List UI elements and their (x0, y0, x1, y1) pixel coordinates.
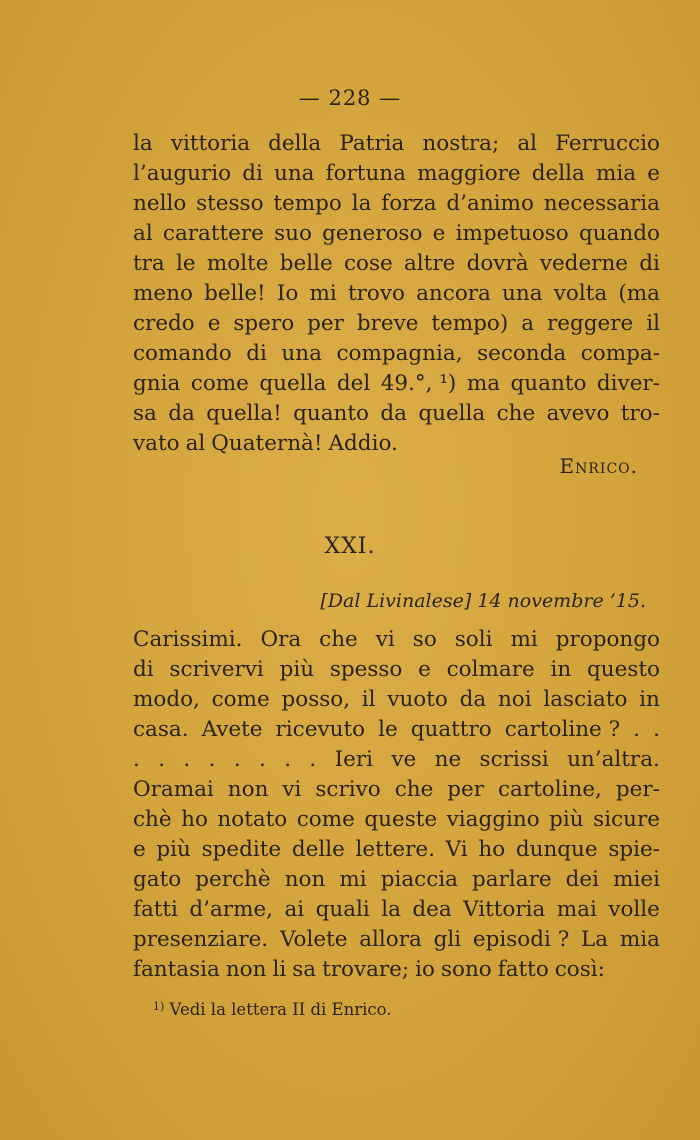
text-line (133, 369, 660, 399)
word: una (281, 341, 322, 366)
word: meno (133, 281, 193, 306)
word: come (296, 807, 355, 832)
word: gnia (133, 371, 181, 396)
word: episodi ? (472, 927, 570, 952)
word: d’animo (446, 191, 534, 216)
word: che (496, 401, 536, 426)
word: ai (284, 897, 305, 922)
text-line (133, 129, 660, 159)
word: d’arme, (189, 897, 274, 922)
word: . (133, 747, 140, 772)
word: piaccia (380, 867, 458, 892)
text-line (133, 625, 660, 655)
word: gato (133, 867, 182, 892)
footnote-marker: 1) (153, 1000, 165, 1013)
text-line (133, 219, 660, 249)
word: l’augurio (133, 161, 232, 186)
word: scrivo (315, 777, 381, 802)
word: . (284, 747, 292, 772)
word: viaggino (446, 807, 540, 832)
word: per (307, 311, 344, 336)
word: mia (595, 161, 637, 186)
word: vittoria (170, 131, 251, 156)
word: tempo) (431, 311, 509, 336)
word: La (581, 927, 609, 952)
word: Ora (260, 627, 302, 652)
word: da (380, 401, 407, 426)
word: lasciato (543, 687, 628, 712)
word: cose (343, 251, 393, 276)
text-line (133, 249, 660, 279)
word: e (432, 221, 446, 246)
word: Ferruccio (555, 131, 660, 156)
word: del (336, 371, 371, 396)
word: e (133, 837, 146, 862)
word: e (207, 311, 221, 336)
word: quali (315, 897, 370, 922)
word: belle (279, 251, 333, 276)
text-line (133, 279, 660, 309)
word: mi (510, 627, 538, 652)
word: . (259, 747, 266, 772)
text-line (133, 895, 660, 925)
word: credo (133, 311, 195, 336)
word: parlare (472, 867, 552, 892)
word: Carissimi. (133, 627, 243, 652)
word: li (272, 957, 287, 982)
word: dunque (515, 837, 598, 862)
word: scrissi (479, 747, 549, 772)
paragraph-letter-ending (133, 129, 660, 459)
text-line (133, 955, 660, 985)
word: sa (133, 401, 157, 426)
word: queste (364, 807, 438, 832)
word: quando (578, 221, 660, 246)
word: ve (391, 747, 417, 772)
word: la (351, 191, 372, 216)
word: reggere (547, 311, 634, 336)
word: gli (433, 927, 462, 952)
word: Io (276, 281, 299, 306)
word: casa. (133, 717, 189, 742)
word: presenziare. (133, 927, 269, 952)
word: forza (381, 191, 437, 216)
text-line (133, 805, 660, 835)
word: propongo (555, 627, 660, 652)
word: vederne (539, 251, 629, 276)
word: comando (133, 341, 232, 366)
word: quella (259, 371, 327, 396)
word: tro- (620, 401, 660, 426)
section-heading: XXI. (324, 534, 376, 559)
word: Oramai (133, 777, 214, 802)
word: ne (434, 747, 462, 772)
word: . (233, 747, 241, 772)
word: volta (553, 281, 608, 306)
word: non (284, 867, 326, 892)
word: impetuoso (455, 221, 569, 246)
word: fantasia (133, 957, 220, 982)
word: mai (556, 897, 597, 922)
word: fatto (497, 957, 549, 982)
word: come (190, 371, 249, 396)
word: per- (615, 777, 660, 802)
word: il (646, 311, 660, 336)
word: nostra; (422, 131, 500, 156)
text-line (133, 655, 660, 685)
word: belle! (204, 281, 266, 306)
word: altre (403, 251, 456, 276)
word: noi (497, 687, 532, 712)
word: sa (292, 957, 317, 982)
word: vi (375, 627, 395, 652)
word: spie- (608, 837, 660, 862)
word: lettere. (355, 837, 435, 862)
word: compagnia, (336, 341, 463, 366)
paragraph-letter-body (133, 625, 660, 985)
word: generoso (322, 221, 423, 246)
word: Vi (445, 837, 468, 862)
text-line (133, 925, 660, 955)
word: 49.°, ¹) (380, 371, 457, 396)
text-line (133, 745, 660, 775)
word: le (378, 717, 398, 742)
word: Vittoria (463, 897, 546, 922)
word: spedite (201, 837, 282, 862)
word: per (447, 777, 485, 802)
word: quattro (410, 717, 492, 742)
word: dei (565, 867, 600, 892)
word: e (418, 657, 431, 682)
word: in (639, 687, 660, 712)
text-line (133, 715, 660, 745)
word: mi (309, 281, 337, 306)
word: fatti (133, 897, 178, 922)
word: modo, (133, 687, 200, 712)
word: tra (133, 251, 165, 276)
word: spero (233, 311, 295, 336)
word: un’altra. (567, 747, 660, 772)
word: una (273, 161, 315, 186)
word: colmare (446, 657, 535, 682)
word: nello (133, 191, 187, 216)
word: volle (608, 897, 660, 922)
word: di (242, 161, 263, 186)
word: più (279, 657, 315, 682)
word: le (176, 251, 196, 276)
text-line (133, 189, 660, 219)
word: ho (478, 837, 506, 862)
word: trovo (347, 281, 405, 306)
text-line (133, 865, 660, 895)
word: avevo (546, 401, 610, 426)
word: delle (291, 837, 345, 862)
word: una (502, 281, 543, 306)
text-line (133, 685, 660, 715)
word: così: (554, 957, 605, 982)
word: ho (181, 807, 208, 832)
word: ma (466, 371, 501, 396)
word: diver- (596, 371, 660, 396)
word: quanto (293, 401, 369, 426)
word: al (133, 221, 153, 246)
word: vato (133, 431, 180, 456)
word: da (459, 687, 487, 712)
text-line (133, 339, 660, 369)
word: Volete (280, 927, 348, 952)
word: sono (440, 957, 492, 982)
word: (ma (618, 281, 660, 306)
word: quella! (206, 401, 282, 426)
word: Patria (339, 131, 405, 156)
word: miei (613, 867, 660, 892)
word: non (225, 957, 267, 982)
word: mia (619, 927, 660, 952)
word: che (394, 777, 434, 802)
word: cartoline ? (504, 717, 621, 742)
word: più (156, 837, 191, 862)
word: suo (274, 221, 312, 246)
word: in (550, 657, 572, 682)
word: chè (133, 807, 172, 832)
word: posso, (281, 687, 351, 712)
text-line (133, 835, 660, 865)
dateline: [Dal Livinalese] 14 novembre ’15. (320, 590, 646, 612)
word: allora (359, 927, 422, 952)
word: la (381, 897, 401, 922)
word: Avete (201, 717, 263, 742)
word: notato (217, 807, 288, 832)
word: mi (339, 867, 367, 892)
word: come (211, 687, 270, 712)
word: soli (454, 627, 493, 652)
word: quanto (510, 371, 587, 396)
word: spesso (329, 657, 403, 682)
word: stesso (196, 191, 264, 216)
word: compa- (580, 341, 660, 366)
word: e (647, 161, 660, 186)
word: cartoline, (498, 777, 602, 802)
word: seconda (477, 341, 567, 366)
word: Addio. (328, 431, 398, 456)
word: sicure (593, 807, 660, 832)
word: perchè (195, 867, 271, 892)
word: al (185, 431, 206, 456)
text-line (133, 399, 660, 429)
word: dovrà (466, 251, 529, 276)
text-line (133, 309, 660, 339)
word: io (415, 957, 435, 982)
word: non (227, 777, 269, 802)
word: che (319, 627, 358, 652)
word: . (158, 747, 166, 772)
word: necessaria (543, 191, 660, 216)
word: trovare; (322, 957, 410, 982)
word: breve (356, 311, 419, 336)
page-number: — 228 — (298, 86, 402, 110)
word: . (183, 747, 191, 772)
word: dea (412, 897, 452, 922)
word: da (168, 401, 195, 426)
word: della (268, 131, 322, 156)
word: la (133, 131, 153, 156)
word: vuoto (387, 687, 448, 712)
word: . (633, 717, 641, 742)
word: a (521, 311, 535, 336)
word: questo (586, 657, 660, 682)
word: . (309, 747, 317, 772)
word: ancora (416, 281, 491, 306)
word: di (133, 657, 154, 682)
word: di (639, 251, 660, 276)
word: quella (418, 401, 486, 426)
word: di (246, 341, 267, 366)
text-line (133, 159, 660, 189)
word: tempo (273, 191, 342, 216)
word: ricevuto (275, 717, 366, 742)
word: fortuna (325, 161, 406, 186)
signature: Enrico. (559, 454, 638, 478)
word: molte (206, 251, 269, 276)
word: Quaternà! (211, 431, 323, 456)
word: . (653, 717, 660, 742)
word: Ieri (334, 747, 373, 772)
word: maggiore (417, 161, 521, 186)
word: carattere (162, 221, 264, 246)
word: il (361, 687, 376, 712)
footnote-text: Vedi la lettera II di Enrico. (169, 1000, 392, 1019)
footnote (153, 1000, 392, 1019)
text-line (133, 775, 660, 805)
word: più (549, 807, 584, 832)
word: so (412, 627, 437, 652)
word: scrivervi (169, 657, 264, 682)
word: al (517, 131, 538, 156)
word: vi (282, 777, 302, 802)
word: della (531, 161, 585, 186)
word: . (208, 747, 216, 772)
